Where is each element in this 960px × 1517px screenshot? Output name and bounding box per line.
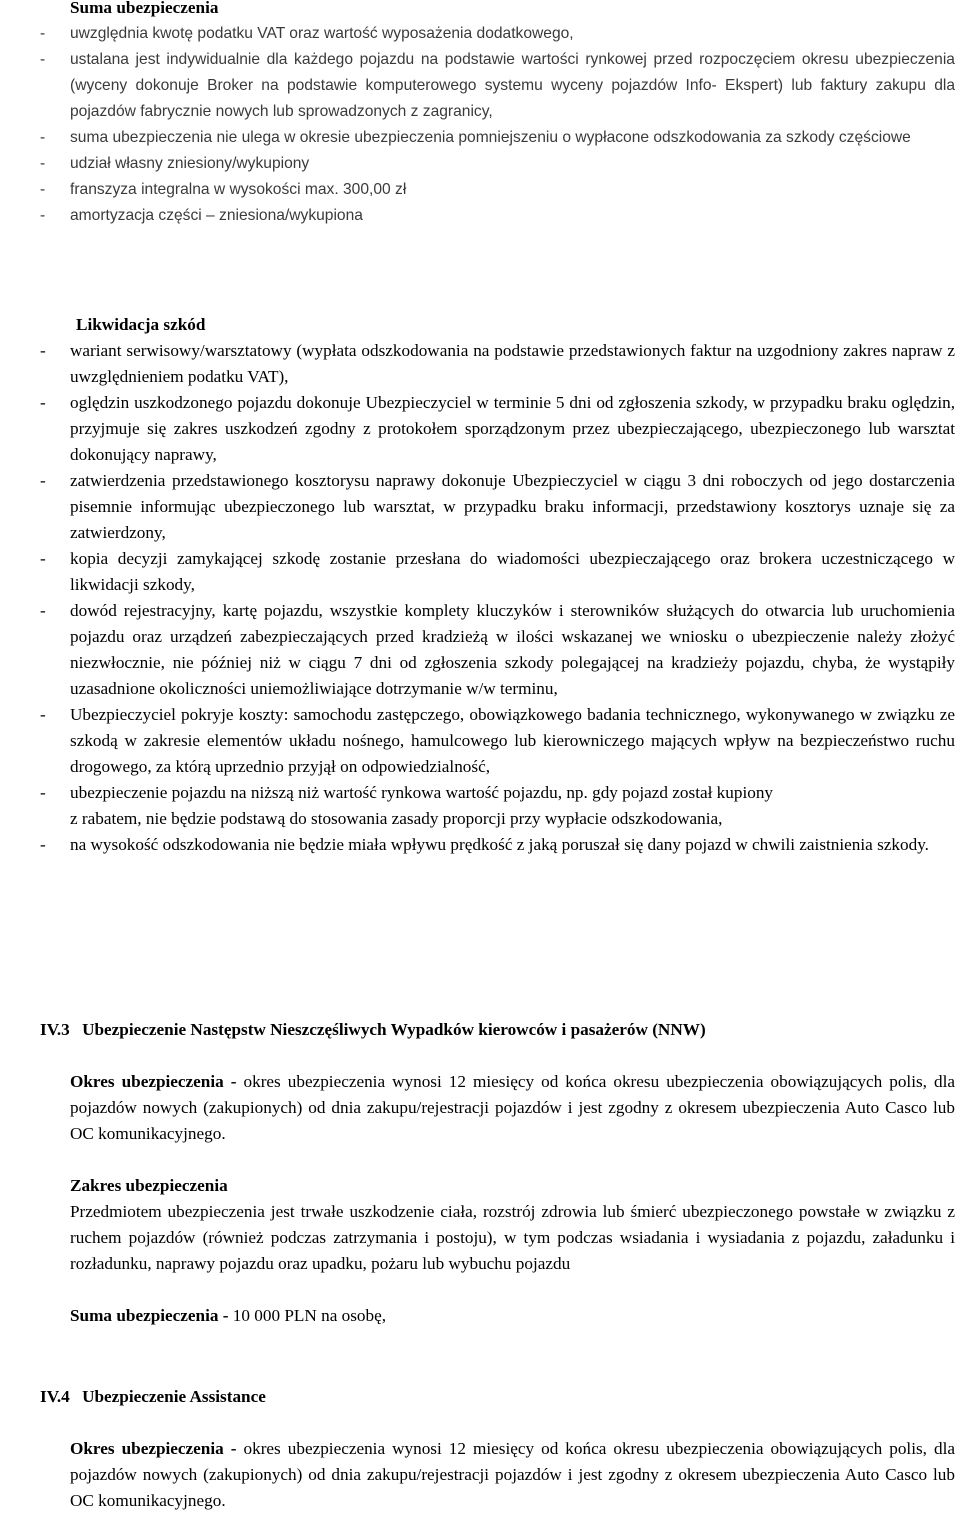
nnw-heading	[0, 1017, 960, 1043]
nnw-zakres-text: Przedmiotem ubezpieczenia jest trwałe uszkodzenie ciała, rozstrój zdrowia lub śmierć ubezpieczonego powstałe w związku z ruchem pojazdów (również podczas zatrzymania i postoju), w tym podczas wsiadania i wysiadania z pojazdu, załadunku i rozładunku, naprawy pojazdu oraz upadku, pożaru lub wybuchu pojazdu	[70, 1202, 955, 1273]
list-item: - zatwierdzenia przedstawionego kosztorysu naprawy dokonuje Ubezpieczyciel w ciągu 3 dni roboczych od jego dostarczenia pisemnie informując ubezpieczonego lub warsztat, w przypadku braku informacji, przedstawiony kosztorys uznaje się za zatwierdzony,	[40, 471, 955, 542]
list-item: - dowód rejestracyjny, kartę pojazdu, wszystkie komplety kluczyków i sterowników służących do otwarcia lub uruchomienia pojazdu oraz urządzeń zabezpieczających przed kradzieżą w ilości wskazanej we wniosku o ubezpieczenie należy złożyć niezwłocznie, nie później niż w ciągu 7 dni od zgłoszenia szkody polegającej na kradzieży pojazdu, chyba, że wystąpiły uzasadnione okoliczności uniemożliwiające dotrzymanie w/w terminu,	[40, 601, 955, 698]
list-item: - uwzględnia kwotę podatku VAT oraz wartość wyposażenia dodatkowego,	[40, 25, 574, 42]
nnw-okres-text: okres ubezpieczenia wynosi 12 miesięcy od końca okresu ubezpieczenia obowiązujących polis, dla pojazdów nowych (zakupionych) od dnia zakupu/rejestracji pojazdów i jest zgodny z okresem ubezpieczenia Auto Casco lub OC komunikacyjnego.	[70, 1072, 955, 1143]
assistance-okres-paragraph	[0, 1436, 960, 1514]
nnw-heading-number: IV.3	[40, 1020, 70, 1039]
nnw-okres-paragraph	[0, 1069, 960, 1147]
nnw-zakres-label: Zakres ubezpieczenia	[70, 1176, 228, 1195]
list-item: - wariant serwisowy/warsztatowy (wypłata odszkodowania na podstawie przedstawionych faktur na uzgodniony zakres napraw z uwzględnieniem podatku VAT),	[40, 341, 955, 386]
assistance-okres-text: okres ubezpieczenia wynosi 12 miesięcy od końca okresu ubezpieczenia obowiązujących polis, dla pojazdów nowych (zakupionych) od dnia zakupu/rejestracji pojazdów i jest zgodny z okresem ubezpieczenia Auto Casco lub OC komunikacyjnego.	[70, 1439, 955, 1510]
assistance-heading-number: IV.4	[40, 1387, 70, 1406]
list-item: - oględzin uszkodzonego pojazdu dokonuje Ubezpieczyciel w terminie 5 dni od zgłoszenia szkody, w przypadku braku oględzin, przyjmuje się zakres uszkodzeń zgodny z protokołem sporządzonym przez ubezpieczającego, ubezpieczonego lub warsztat dokonujący naprawy,	[40, 393, 955, 464]
list-item: - suma ubezpieczenia nie ulega w okresie ubezpieczenia pomniejszeniu o wypłacone odszkodowania za szkody częściowe	[40, 129, 911, 146]
assistance-heading	[0, 1384, 960, 1410]
assistance-okres-label: Okres ubezpieczenia -	[70, 1439, 237, 1458]
list-item: - udział własny zniesiony/wykupiony	[40, 155, 310, 172]
list-item: - amortyzacja części – zniesiona/wykupiona	[40, 207, 363, 224]
list-item: - Ubezpieczyciel pokryje koszty: samochodu zastępczego, obowiązkowego badania technicznego, wykonywanego w związku ze szkodą w zakresie elementów układu nośnego, hamulcowego lub kierowniczego mających wpływ na bezpieczeństwo ruchu drogowego, za którą uprzednio przyjął on odpowiedzialność,	[40, 705, 955, 776]
list-item: - ubezpieczenie pojazdu na niższą niż wartość rynkowa wartość pojazdu, np. gdy pojazd został kupiony z rabatem, nie będzie podstawą do stosowania zasady proporcji przy wypłacie odszkodowania,	[40, 783, 774, 828]
nnw-okres-label: Okres ubezpieczenia -	[70, 1072, 237, 1091]
assistance-heading-text: Ubezpieczenie Assistance	[82, 1387, 266, 1406]
assistance-section	[0, 1384, 960, 1514]
nnw-suma-paragraph	[0, 1303, 960, 1329]
likwidacja-list	[0, 338, 960, 858]
likwidacja-section	[0, 312, 960, 858]
list-item: - franszyza integralna w wysokości max. 300,00 zł	[40, 181, 407, 198]
nnw-suma-label: Suma ubezpieczenia -	[70, 1306, 229, 1325]
nnw-suma-text: 10 000 PLN na osobę,	[232, 1306, 387, 1325]
likwidacja-heading: Likwidacja szkód	[76, 315, 206, 334]
suma-section	[0, 0, 960, 229]
nnw-section	[0, 1017, 960, 1329]
nnw-heading-text: Ubezpieczenie Następstw Nieszczęśliwych Wypadków kierowców i pasażerów (NNW)	[82, 1020, 706, 1039]
list-item: - ustalana jest indywidualnie dla każdego pojazdu na podstawie wartości rynkowej przed rozpoczęciem okresu ubezpieczenia (wyceny dokonuje Broker na podstawie komputerowego systemu wyceny pojazdów Info- Ekspert) lub faktury zakupu dla pojazdów fabrycznie nowych lub sprowadzonych z zagranicy,	[40, 51, 955, 120]
list-item: - na wysokość odszkodowania nie będzie miała wpływu prędkość z jaką poruszał się dany pojazd w chwili zaistnienia szkody.	[40, 835, 929, 854]
list-item: - kopia decyzji zamykającej szkodę zostanie przesłana do wiadomości ubezpieczającego oraz brokera uczestniczącego w likwidacji szkody,	[40, 549, 955, 594]
suma-heading: Suma ubezpieczenia	[70, 0, 219, 17]
suma-list	[0, 21, 960, 229]
